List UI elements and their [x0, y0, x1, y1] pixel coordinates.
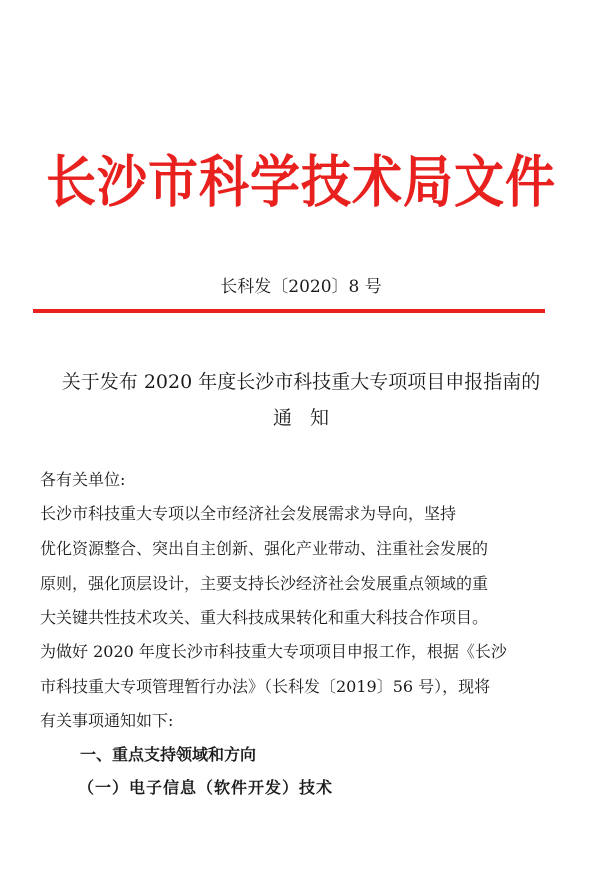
body-line-3: 原则，强化顶层设计，主要支持长沙经济社会发展重点领域的重: [40, 574, 489, 593]
salutation: 各有关单位:: [40, 470, 126, 489]
document-header-title: 长沙市科学技术局文件: [46, 150, 556, 216]
notice-title: [20, 364, 582, 436]
body-line-1: 长沙市科技重大专项以全市经济社会发展需求为导向，坚持: [40, 504, 457, 523]
subsection-heading-1: （一）电子信息（软件开发）技术: [78, 778, 334, 797]
notice-title-line2: 通知: [272, 407, 347, 429]
body-line-4: 大关键共性技术攻关、重大科技成果转化和重大科技合作项目。: [40, 608, 489, 627]
body-line-7: 有关事项通知如下:: [40, 711, 174, 730]
body-line-5: 为做好 2020 年度长沙市科技重大专项项目申报工作，根据《长沙: [40, 642, 507, 661]
notice-title-line1: 关于发布 2020 年度长沙市科技重大专项项目申报指南的: [61, 371, 541, 393]
document-number: 长科发〔2020〕8 号: [220, 277, 382, 297]
red-divider-line: [33, 309, 545, 313]
section-heading-1: 一、重点支持领域和方向: [80, 745, 257, 764]
body-line-2: 优化资源整合、突出自主创新、强化产业带动、注重社会发展的: [40, 539, 489, 558]
body-line-6: 市科技重大专项管理暂行办法》（长科发〔2019〕56 号），现将: [40, 677, 491, 696]
